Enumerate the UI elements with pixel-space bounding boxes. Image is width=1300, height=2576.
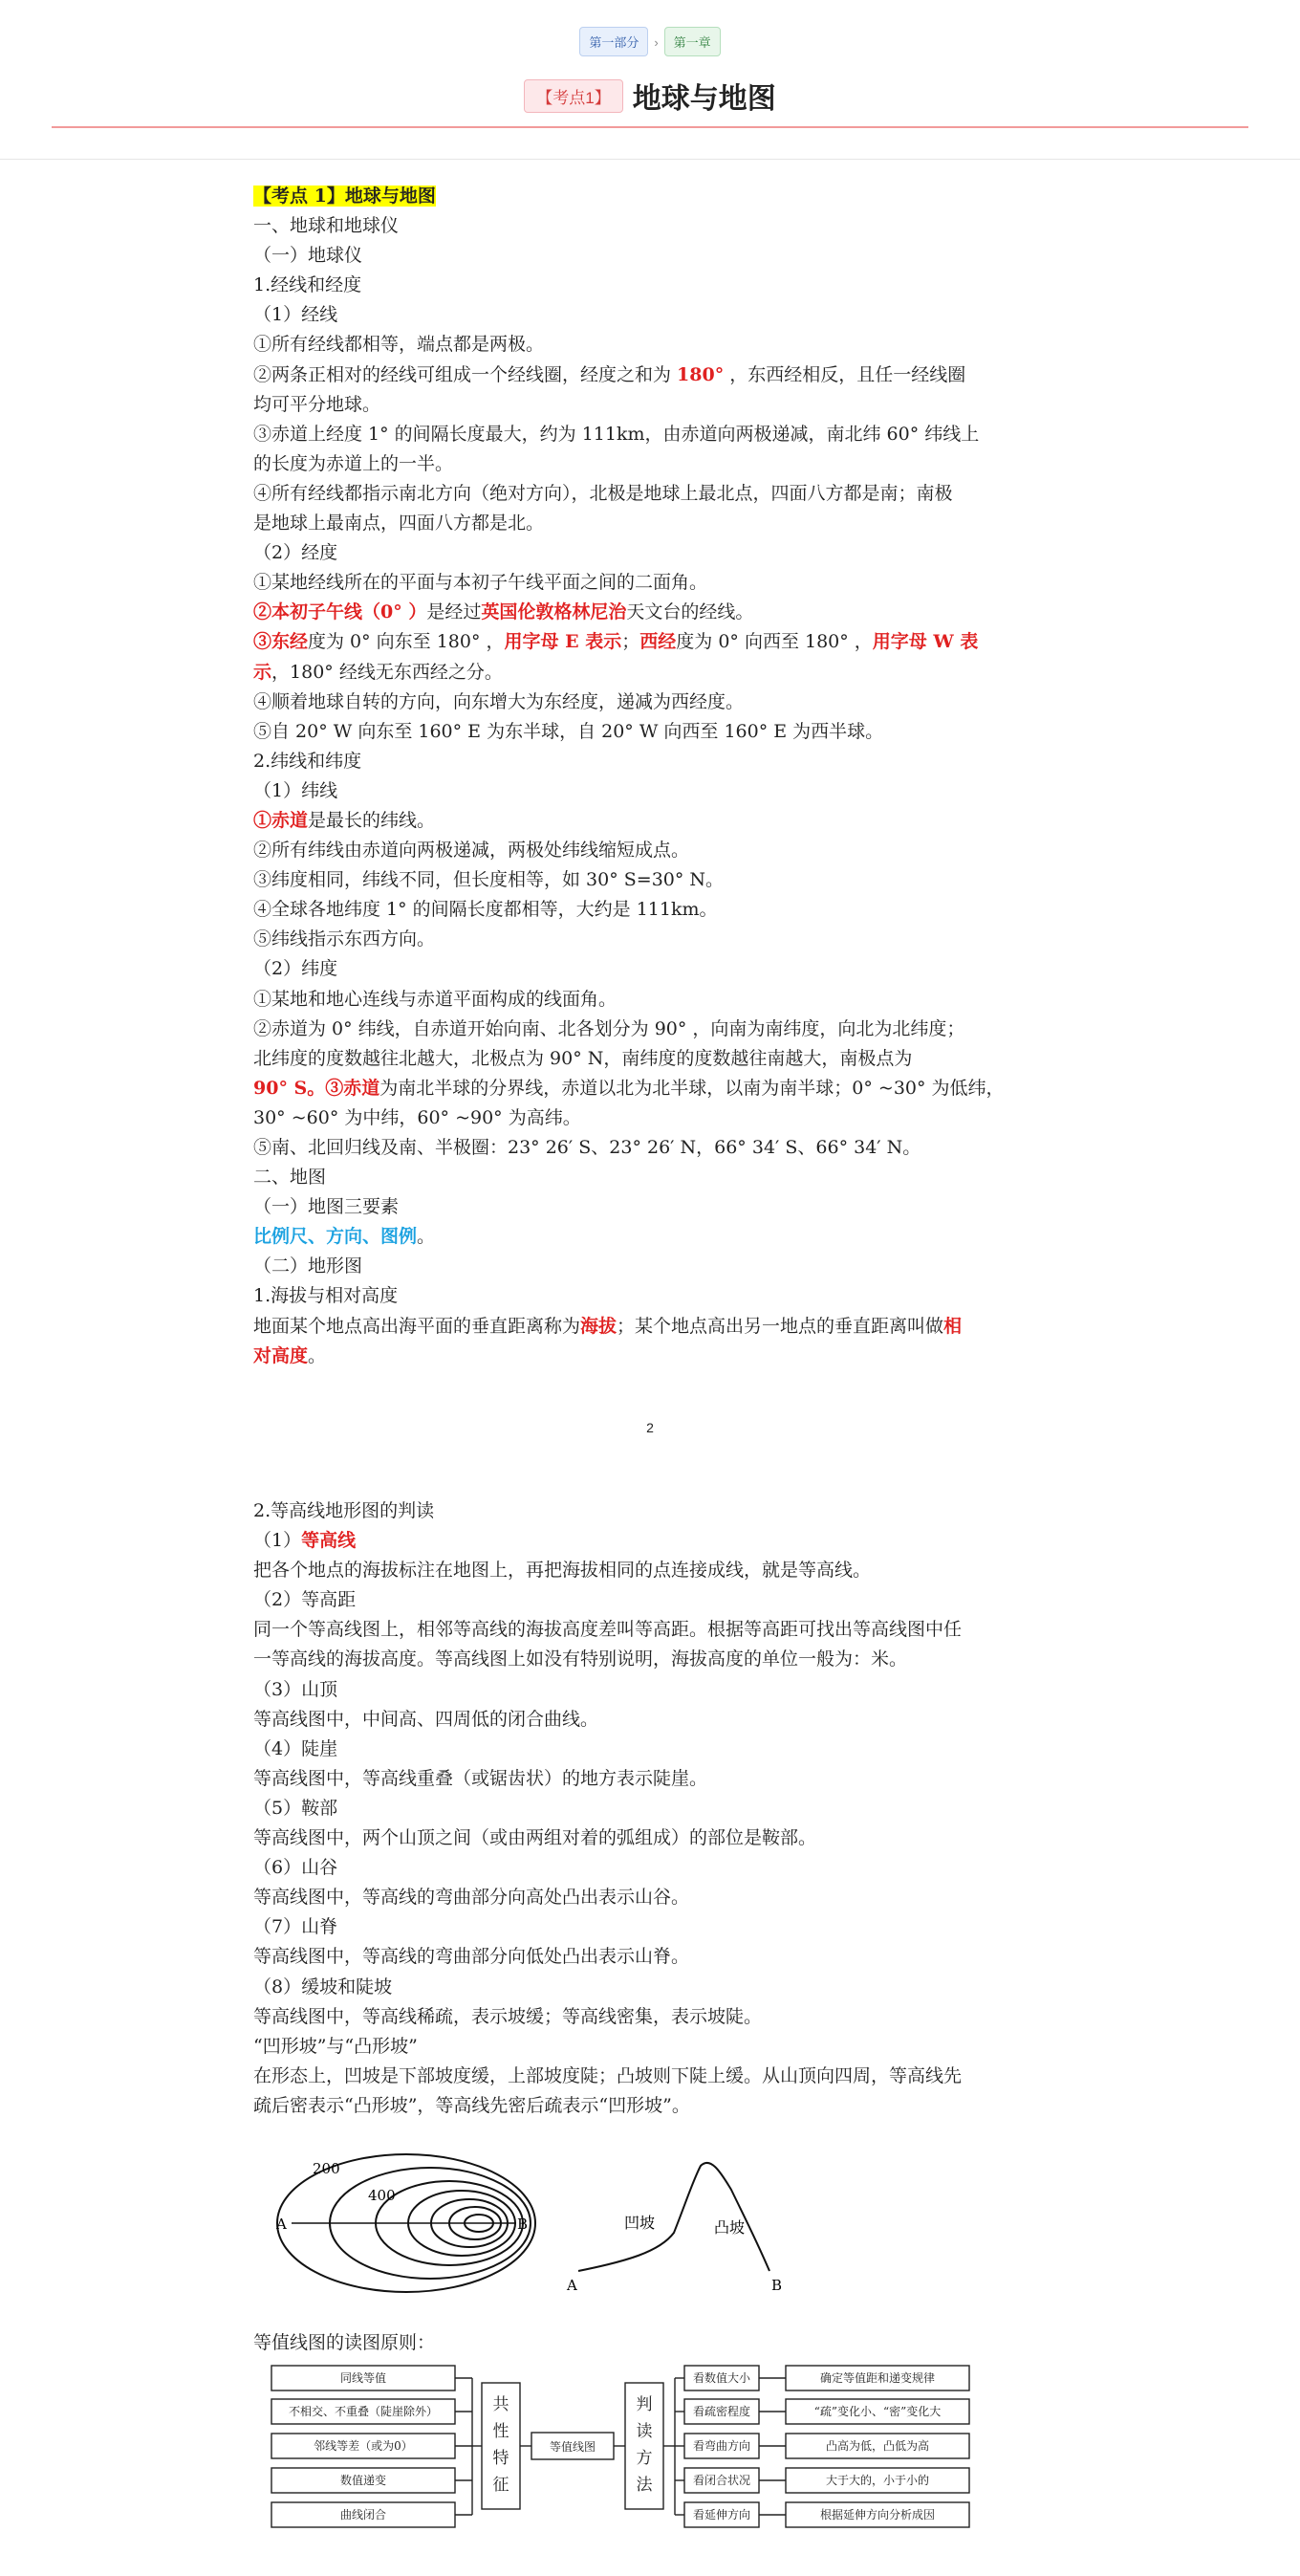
highlight: 用字母 E 表示 <box>504 631 622 653</box>
line: 1.海拔与相对高度 <box>253 1285 399 1307</box>
line: （5）鞍部 <box>253 1797 338 1819</box>
profile-b-label: B <box>771 2277 783 2294</box>
breadcrumb-separator: › <box>654 35 659 50</box>
highlight: 海拔 <box>580 1315 618 1337</box>
line: ②所有纬线由赤道向两极递减，两极处纬线缩短成点。 <box>253 840 690 862</box>
concave-slope-label: 凹坡 <box>624 2214 656 2232</box>
line <box>253 1222 1066 1252</box>
line: ④顺着地球自转的方向，向东增大为东经度，递减为西经度。 <box>253 690 745 712</box>
method-boxes <box>684 2366 759 2527</box>
line: 30° ~60° 为中纬，60° ~90° 为高纬。 <box>253 1106 581 1128</box>
line: （4）陡崖 <box>253 1737 338 1759</box>
line: “凹形坡”与“凸形坡” <box>253 2035 418 2057</box>
highlight: ①赤道 <box>253 809 309 831</box>
line <box>253 806 1066 836</box>
method-step-text: 看疏密程度 <box>692 2405 751 2418</box>
text: ；某个地点高出另一地点的垂直距离叫做 <box>617 1315 944 1337</box>
page-number: 2 <box>646 1420 654 1435</box>
highlight: 对高度 <box>253 1344 309 1366</box>
highlight: 相 <box>943 1315 963 1337</box>
line <box>253 1074 1066 1103</box>
left-feature-boxes <box>271 2366 455 2527</box>
method-char: 方 <box>636 2449 653 2468</box>
breadcrumb-part[interactable]: 第一部分 <box>579 27 648 56</box>
line: 2.纬线和纬度 <box>253 750 362 772</box>
line: 二、地图 <box>253 1167 327 1189</box>
line <box>253 627 1066 657</box>
title-divider <box>52 126 1248 128</box>
result-text: 凸高为低，凸低为高 <box>825 2439 930 2453</box>
line: 在形态上，凹坡是下部坡度缓，上部坡度陡；凸坡则下陡上缓。从山顶向四周，等高线先 <box>253 2064 963 2086</box>
line: （8）缓坡和陡坡 <box>253 1976 393 1997</box>
result-text: 大于大的，小于小的 <box>825 2474 930 2487</box>
method-char: 判 <box>636 2395 653 2414</box>
text: ，东西经相反，且任一经线圈 <box>724 363 966 385</box>
page-header <box>0 0 1300 160</box>
method-char: 法 <box>636 2476 653 2495</box>
line: 1.经线和经度 <box>253 274 362 296</box>
common-feature-char: 特 <box>492 2449 509 2468</box>
line: （2）等高距 <box>253 1589 357 1611</box>
text: 。 <box>417 1226 436 1248</box>
line: 的长度为赤道上的一半。 <box>253 452 454 474</box>
line: ①某地和地心连线与赤道平面构成的线面角。 <box>253 988 618 1010</box>
line <box>253 1526 1066 1556</box>
breadcrumb <box>0 27 1300 56</box>
line: （3）山顶 <box>253 1678 338 1700</box>
line: 等高线图中，两个山顶之间（或由两组对着的弧组成）的部位是鞍部。 <box>253 1827 817 1849</box>
line: （1）经线 <box>253 304 338 326</box>
line: 是地球上最南点，四面八方都是北。 <box>253 513 545 535</box>
line: 2.等高线地形图的判读 <box>253 1500 435 1521</box>
method-step-text: 看闭合状况 <box>692 2474 751 2487</box>
text: （1） <box>253 1530 302 1552</box>
line: （6）山谷 <box>253 1857 338 1879</box>
text: 地面某个地点高出海平面的垂直距离称为 <box>253 1315 581 1337</box>
line: （2）纬度 <box>253 958 338 980</box>
highlight: 等高线 <box>301 1530 357 1552</box>
line: ④全球各地纬度 1° 的间隔长度都相等，大约是 111km。 <box>253 899 718 921</box>
text: 。 <box>308 1344 327 1366</box>
line <box>253 1312 1066 1342</box>
line: 同一个等高线图上，相邻等高线的海拔高度差叫等高距。根据等高距可找出等高线图中任 <box>253 1619 963 1641</box>
line: 一、地球和地球仪 <box>253 215 400 237</box>
line: ③赤道上经度 1° 的间隔长度最大，约为 111km，由赤道向两极递减，南北纬 60° 纬线上 <box>253 423 980 445</box>
contour-label-200: 200 <box>313 2160 340 2177</box>
line: 均可平分地球。 <box>253 393 381 415</box>
line: （一）地球仪 <box>253 245 363 267</box>
highlight: 示 <box>253 661 272 683</box>
slope-profile <box>578 2163 769 2271</box>
line: （一）地图三要素 <box>253 1196 400 1218</box>
topic-tag: 【考点1】 <box>524 79 622 113</box>
text: 是经过 <box>426 601 482 623</box>
method-char: 读 <box>636 2422 653 2441</box>
line <box>253 182 1066 211</box>
method-step-text: 看延伸方向 <box>692 2508 751 2521</box>
highlight: 用字母 W 表 <box>872 631 979 653</box>
isoline-principles-diagram <box>270 2362 977 2542</box>
line: （二）地形图 <box>253 1255 363 1277</box>
feature-text: 不相交、不重叠（陡崖除外） <box>288 2405 439 2418</box>
line: ④所有经线都指示南北方向（绝对方向），北极是地球上最北点，四面八方都是南；南极 <box>253 482 953 504</box>
title-bar <box>0 75 1300 117</box>
feature-text: 数值递变 <box>339 2474 387 2487</box>
text: 天文台的经线。 <box>626 601 754 623</box>
text: ，180° 经线无东西经之分。 <box>271 661 503 683</box>
method-step-text: 看数值大小 <box>692 2371 751 2385</box>
common-feature-char: 共 <box>492 2395 509 2414</box>
line <box>253 360 1066 390</box>
document-section-1 <box>253 182 1066 1371</box>
highlight: 英国伦敦格林尼治 <box>481 601 627 623</box>
result-text: “疏”变化小、“密”变化大 <box>813 2405 942 2418</box>
line: 疏后密表示“凸形坡”，等高线先密后疏表示“凹形坡”。 <box>253 2094 690 2116</box>
highlight: ③东经 <box>253 631 309 653</box>
profile-a-label: A <box>567 2277 577 2294</box>
topic-heading: 【考点 1】地球与地图 <box>253 186 436 207</box>
text: 为南北半球的分界线，赤道以北为北半球，以南为南半球；0° ~30° 为低纬， <box>379 1077 1005 1099</box>
common-feature-char: 征 <box>492 2476 509 2495</box>
text: ②两条正相对的经线可组成一个经线圈，经度之和为 <box>253 363 678 385</box>
line: ①所有经线都相等，端点都是两极。 <box>253 334 545 356</box>
line <box>253 598 1066 627</box>
line: ⑤南、北回归线及南、半极圈：23° 26′ S、23° 26′ N，66° 34′ S、66° 34′ N。 <box>253 1137 921 1158</box>
breadcrumb-chapter[interactable]: 第一章 <box>664 27 721 56</box>
text: 是最长的纬线。 <box>308 809 436 831</box>
highlight: ②本初子午线（0° ） <box>253 601 427 623</box>
line: ③纬度相同，纬线不同，但长度相等，如 30° S=30° N。 <box>253 869 725 891</box>
result-boxes <box>786 2366 969 2527</box>
contour-slope-figure <box>272 2147 808 2319</box>
line: 等高线图中，等高线的弯曲部分向低处凸出表示山脊。 <box>253 1946 690 1968</box>
contour-label-400: 400 <box>368 2187 396 2204</box>
text: 度为 0° 向东至 180° ， <box>308 631 505 653</box>
point-b-label: B <box>517 2216 529 2233</box>
highlight: 90° S。③赤道 <box>253 1077 380 1099</box>
line: （2）经度 <box>253 542 338 564</box>
feature-text: 曲线闭合 <box>339 2508 387 2521</box>
method-step-text: 看弯曲方向 <box>692 2439 751 2453</box>
text: 度为 0° 向西至 180° ， <box>676 631 873 653</box>
highlight: 180° <box>677 363 725 385</box>
line: （7）山脊 <box>253 1916 338 1938</box>
line: 等高线图中，等高线的弯曲部分向高处凸出表示山谷。 <box>253 1887 690 1909</box>
feature-text: 同线等值 <box>339 2371 387 2385</box>
convex-slope-label: 凸坡 <box>714 2218 746 2237</box>
line: ②赤道为 0° 纬线，自赤道开始向南、北各划分为 90° ，向南为南纬度，向北为北纬度； <box>253 1017 965 1039</box>
line: ①某地经线所在的平面与本初子午线平面之间的二面角。 <box>253 572 708 594</box>
line: ⑤纬线指示东西方向。 <box>253 928 436 950</box>
line: 把各个地点的海拔标注在地图上，再把海拔相同的点连接成线，就是等高线。 <box>253 1560 872 1582</box>
line: 等高线图中，等高线稀疏，表示坡缓；等高线密集，表示坡陡。 <box>253 2005 763 2027</box>
page-title: 地球与地图 <box>632 82 776 116</box>
line <box>253 658 1066 688</box>
line <box>253 1342 1066 1371</box>
line: 一等高线的海拔高度。等高线图上如没有特别说明，海拔高度的单位一般为：米。 <box>253 1648 908 1670</box>
line: ⑤自 20° W 向东至 160° E 为东半球，自 20° W 向西至 160° E 为西半球。 <box>253 720 884 742</box>
text: ； <box>621 631 640 653</box>
line: 等值线图的读图原则： <box>253 2332 436 2353</box>
feature-text: 邻线等差（或为0） <box>314 2439 413 2453</box>
result-text: 确定等值距和递变规律 <box>819 2371 936 2385</box>
center-label: 等值线图 <box>549 2440 596 2454</box>
line: 等高线图中，中间高、四周低的闭合曲线。 <box>253 1708 599 1730</box>
line: 等高线图中，等高线重叠（或锯齿状）的地方表示陡崖。 <box>253 1767 708 1789</box>
document-section-2 <box>253 1496 1066 2121</box>
line: 北纬度的度数越往北越大，北极点为 90° N，南纬度的度数越往南越大，南极点为 <box>253 1047 913 1069</box>
point-a-label: A <box>276 2216 287 2233</box>
common-feature-char: 性 <box>492 2422 509 2441</box>
result-text: 根据延伸方向分析成因 <box>819 2508 936 2521</box>
line: （1）纬线 <box>253 779 338 801</box>
highlight: 西经 <box>639 631 677 653</box>
highlight: 比例尺、方向、图例 <box>253 1226 418 1248</box>
